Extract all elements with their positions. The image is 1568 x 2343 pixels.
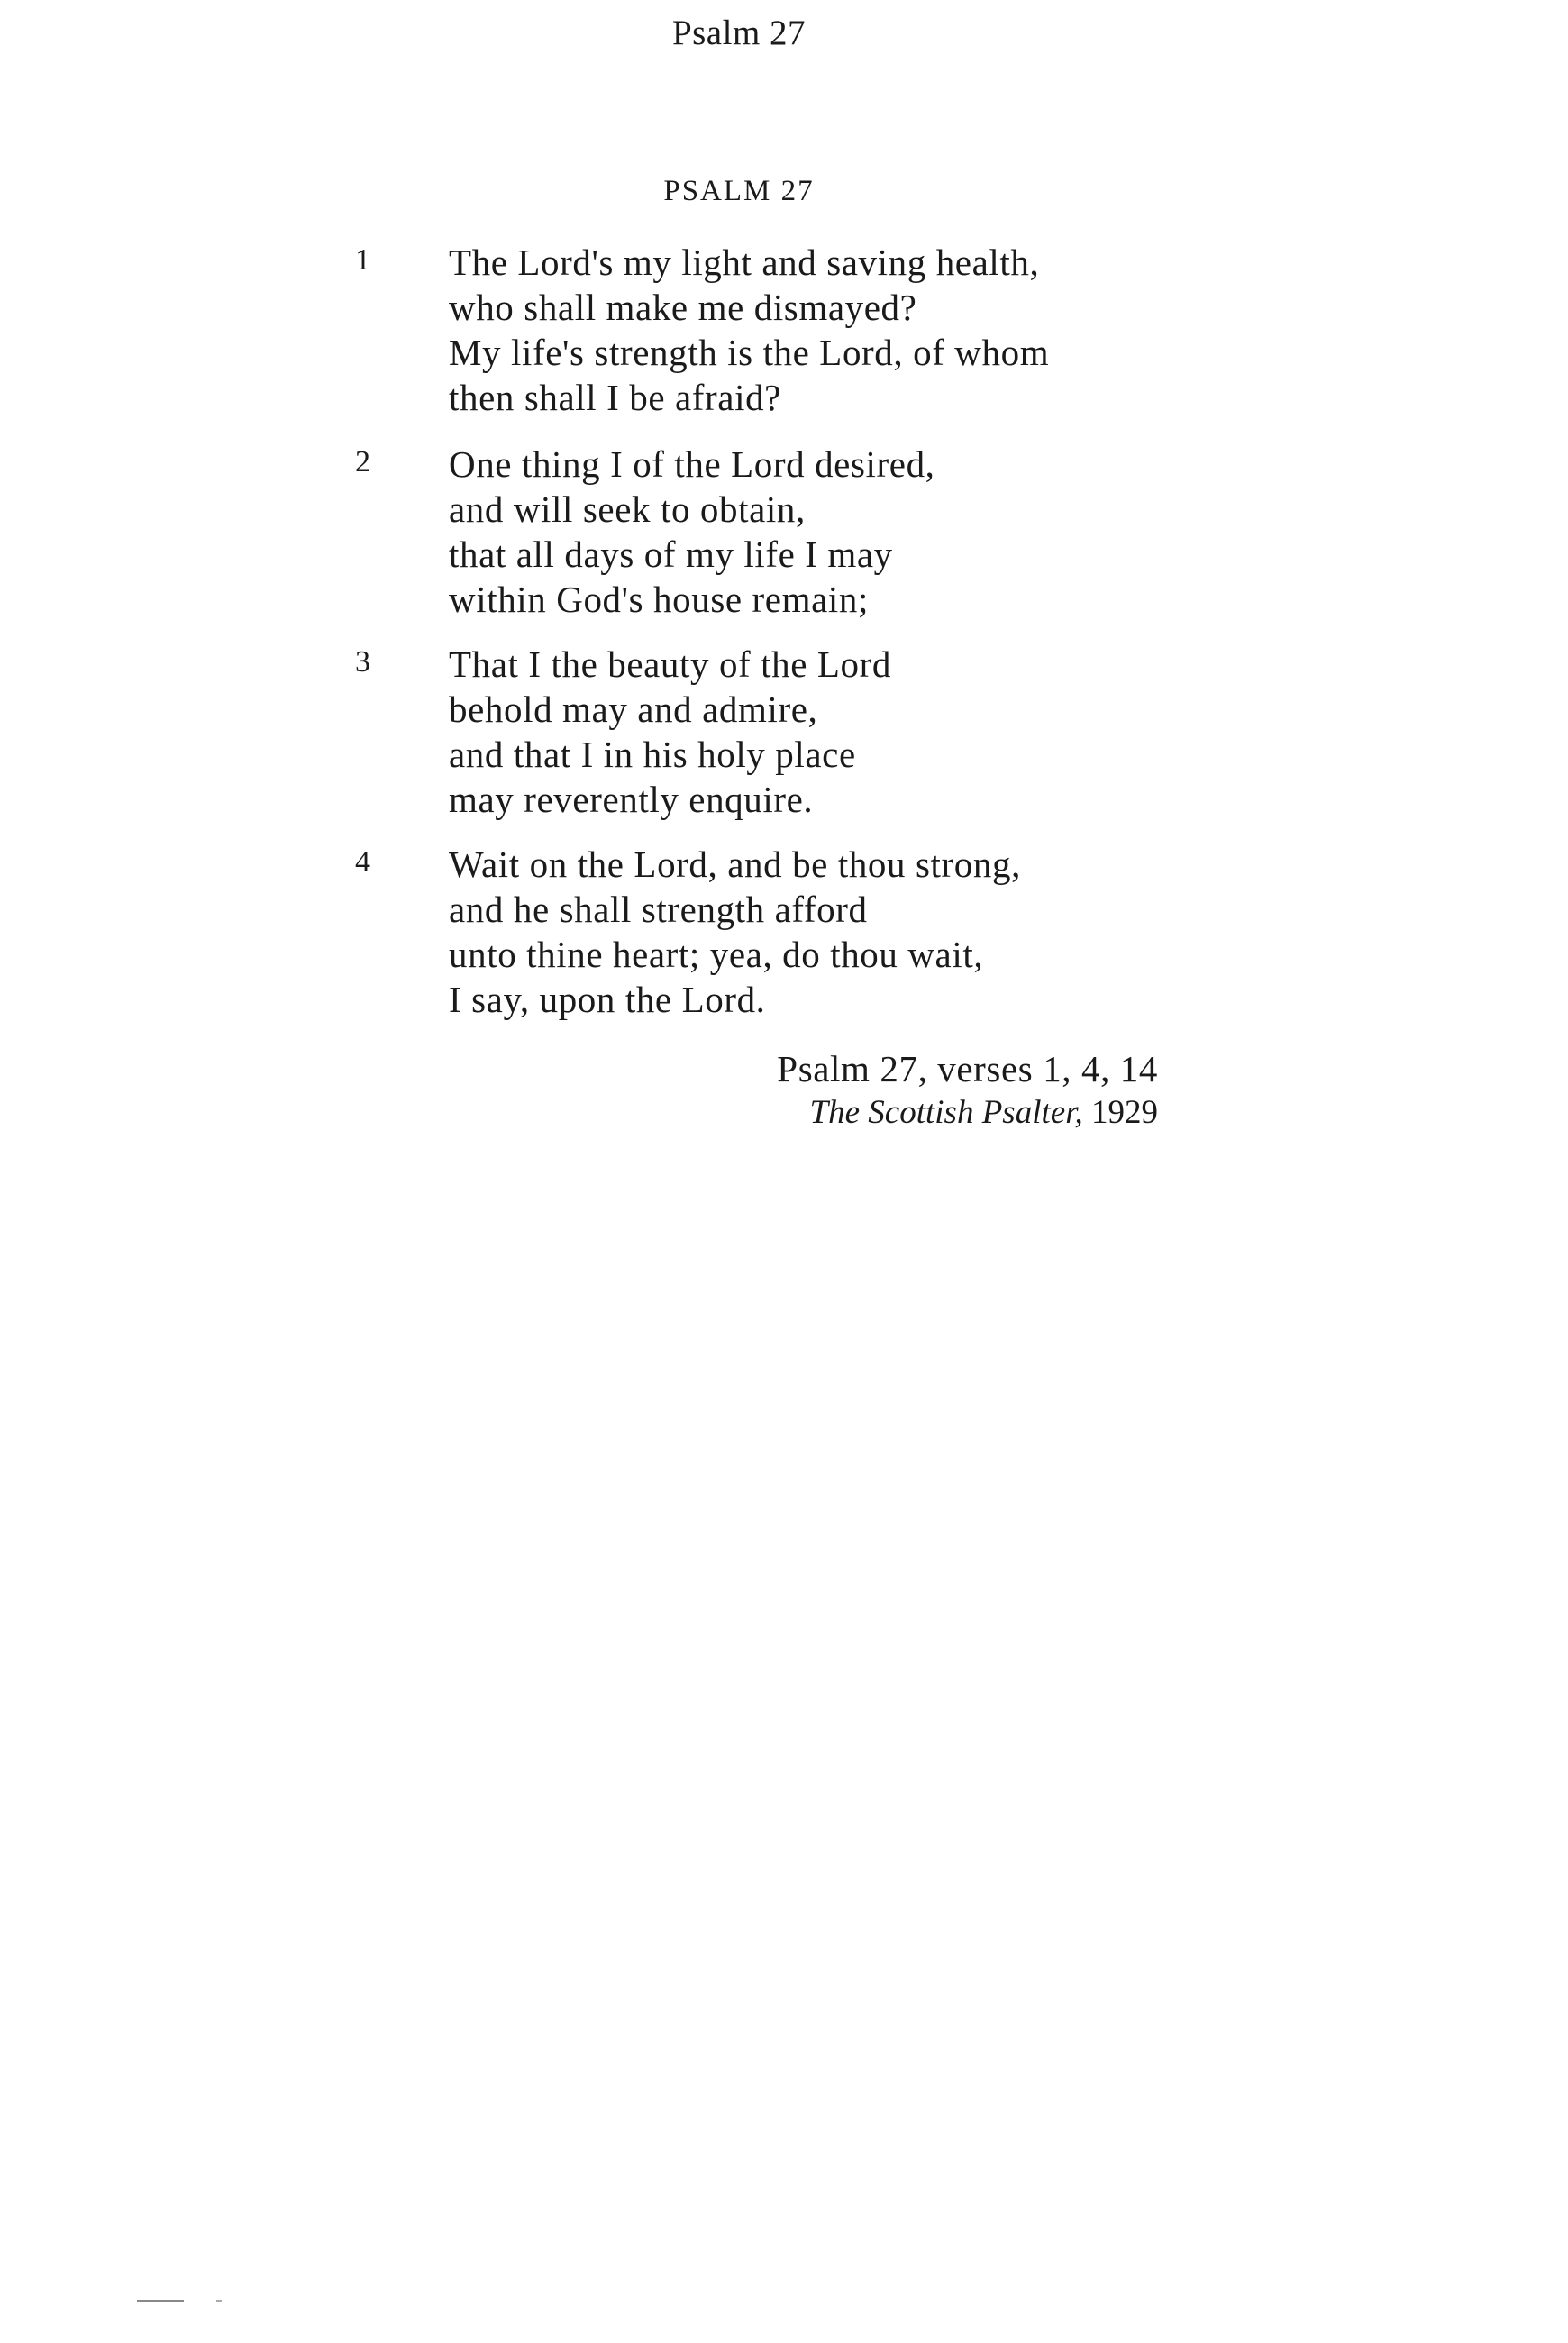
attribution-source xyxy=(777,1092,1158,1134)
verse-line: and that I in his holy place xyxy=(449,734,856,775)
verse-line: I say, upon the Lord. xyxy=(449,979,766,1020)
verse-line: then shall I be afraid? xyxy=(449,377,781,418)
verse-line: within God's house remain; xyxy=(449,579,869,620)
attribution xyxy=(777,1045,1158,1134)
verse-line: that all days of my life I may xyxy=(449,533,893,575)
verse-lines xyxy=(449,240,1260,420)
source-title: The Scottish Psalter, xyxy=(809,1094,1083,1131)
running-head: Psalm 27 xyxy=(671,14,807,52)
verse-lines xyxy=(449,442,1260,622)
verse-line: who shall make me dismayed? xyxy=(449,287,917,328)
verse-line: behold may and admire, xyxy=(449,688,818,730)
verse-lines xyxy=(449,642,1260,822)
scan-mark xyxy=(137,2300,184,2302)
attribution-reference: Psalm 27, verses 1, 4, 14 xyxy=(777,1048,1158,1089)
verse-number: 1 xyxy=(355,243,370,277)
verse-line: unto thine heart; yea, do thou wait, xyxy=(449,934,984,975)
verse-lines xyxy=(449,842,1260,1022)
verse-line: My life's strength is the Lord, of whom xyxy=(449,332,1050,373)
verse-number: 2 xyxy=(355,445,370,479)
verse-line: may reverently enquire. xyxy=(449,779,814,820)
verse-line: That I the beauty of the Lord xyxy=(449,643,892,685)
source-year: 1929 xyxy=(1091,1094,1158,1131)
verse-number: 4 xyxy=(355,845,370,879)
verse-line: Wait on the Lord, and be thou strong, xyxy=(449,843,1021,885)
verse-line: and will seek to obtain, xyxy=(449,488,806,530)
verse-line: and he shall strength afford xyxy=(449,889,868,930)
psalm-title: PSALM 27 xyxy=(663,175,815,207)
verse-line: The Lord's my light and saving health, xyxy=(449,242,1040,283)
scan-mark xyxy=(216,2300,222,2302)
verse-number: 3 xyxy=(355,645,370,679)
verse-line: One thing I of the Lord desired, xyxy=(449,443,935,485)
